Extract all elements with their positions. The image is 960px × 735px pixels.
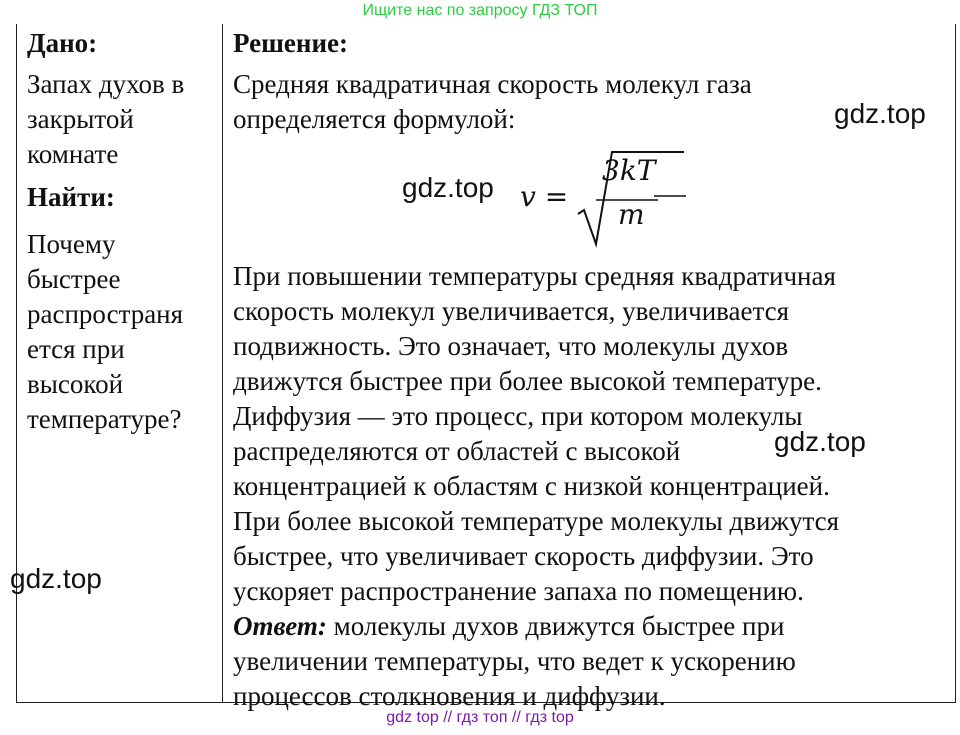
body-line: Диффузия — это процесс, при котором молекулы <box>233 401 803 431</box>
body-line: быстрее, что увеличивает скорость диффузии. Это <box>233 541 814 571</box>
given-line: Запах духов в <box>27 69 185 99</box>
given-find-column <box>27 24 217 437</box>
watermark: gdz.top <box>774 426 866 457</box>
find-line: высокой <box>27 369 124 399</box>
formula-lhs: v = <box>520 180 569 213</box>
watermark: gdz.top <box>834 98 926 129</box>
answer-text: молекулы духов движутся быстрее при <box>326 611 785 641</box>
intro-line: определяется формулой: <box>233 104 516 134</box>
given-line: закрытой <box>27 104 134 134</box>
find-heading: Найти: <box>27 182 115 212</box>
intro-line: Средняя квадратичная скорость молекул газа <box>233 69 752 99</box>
bottom-banner: gdz top // гдз топ // гдз top <box>386 709 574 726</box>
body-line: подвижность. Это означает, что молекулы духов <box>233 331 789 361</box>
body-line: При более высокой температуре молекулы движутся <box>233 506 840 536</box>
given-line: комнате <box>27 139 119 169</box>
answer-label: Ответ: <box>233 611 327 641</box>
body-line: При повышении температуры средняя квадратичная <box>233 261 836 291</box>
body-line: распределяются от областей с высокой <box>233 436 681 466</box>
watermark: gdz.top <box>402 172 494 203</box>
body-line: ускоряет распространение запаха по помещению. <box>233 576 804 606</box>
find-line: температуре? <box>27 404 182 434</box>
column-divider <box>222 24 223 703</box>
find-line: быстрее <box>27 264 121 294</box>
answer-line <box>233 609 948 644</box>
formula-denominator: m <box>618 198 645 231</box>
top-banner: Ищите нас по запросу ГДЗ ТОП <box>362 2 598 19</box>
find-line: Почему <box>27 229 116 259</box>
given-text <box>27 67 217 172</box>
body-line: скорость молекул увеличивается, увеличивается <box>233 296 790 326</box>
answer-line: увеличении температуры, что ведет к ускорению <box>233 646 796 676</box>
formula-numerator: 3kT <box>602 154 656 187</box>
find-text <box>27 227 217 437</box>
body-line: движутся быстрее при более высокой температуре. <box>233 366 822 396</box>
body-line: концентрацией к областям с низкой концентрацией. <box>233 471 830 501</box>
given-heading: Дано: <box>27 28 98 58</box>
answer-line: процессов столкновения и диффузии. <box>233 681 666 711</box>
watermark: gdz.top <box>10 563 102 594</box>
find-line: ется при <box>27 334 125 364</box>
find-line: распространя <box>27 299 184 329</box>
solution-heading: Решение: <box>233 28 348 58</box>
solution-body <box>233 259 948 714</box>
